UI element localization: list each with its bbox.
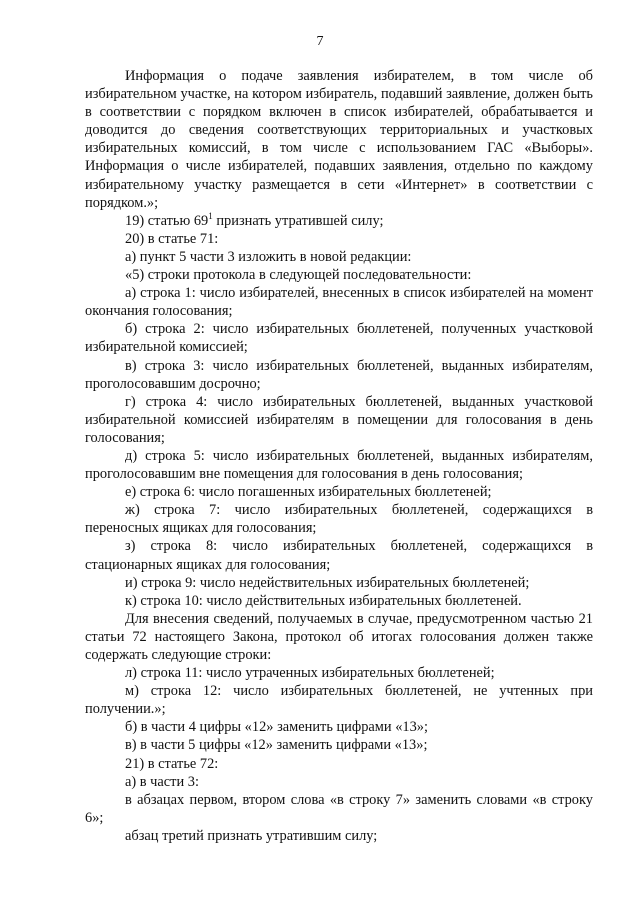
- paragraph-line-4: г) строка 4: число избирательных бюллетеней, выданных участковой избирательной комиссией избирателям в помещении для голосования в день голосования;: [85, 393, 593, 446]
- document-body: [85, 67, 593, 845]
- paragraph-part-3: а) в части 3:: [125, 773, 199, 790]
- paragraph-line-3: в) строка 3: число избирательных бюллетеней, выданных избирателям, проголосовавшим досрочно;: [85, 357, 593, 392]
- paragraph-item-19: [85, 212, 593, 230]
- paragraph-line-8: з) строка 8: число избирательных бюллетеней, содержащихся в стационарных ящиках для голосования;: [85, 538, 593, 573]
- paragraph-replace-words: в абзацах первом, втором слова «в строку 7» заменить словами «в строку 6»;: [85, 791, 593, 826]
- paragraph-info: Информация о подаче заявления избирателем, в том числе об избирательном участке, на котором избиратель, подавший заявление, должен быть в соответствии с порядком включен в список избирателей, обрабатывается и доводится до сведения соответствующих территориальных и участковых избирательных комиссий, в том числе с использованием ГАС «Выборы». Информация о числе избирателей, подавших заявления, отдельно по каждому избирательному участку размещается в сети «Интернет» в соответствии с порядком.»;: [85, 68, 593, 211]
- paragraph-line-7: ж) строка 7: число избирательных бюллетеней, содержащихся в переносных ящиках для голосования;: [85, 502, 593, 537]
- paragraph-item-21: 21) в статье 72:: [125, 755, 219, 772]
- page-number: 7: [316, 34, 324, 49]
- paragraph-line-1: а) строка 1: число избирателей, внесенных в список избирателей на момент окончания голосования;: [85, 285, 593, 320]
- paragraph-protocol-lines: «5) строки протокола в следующей последовательности:: [125, 267, 472, 284]
- paragraph-line-10: к) строка 10: число действительных избирательных бюллетеней.: [125, 592, 522, 609]
- paragraph-third-void: абзац третий признать утратившим силу;: [125, 827, 378, 844]
- paragraph-item-a: а) пункт 5 части 3 изложить в новой редакции:: [125, 248, 412, 265]
- paragraph-line-5: д) строка 5: число избирательных бюллетеней, выданных избирателям, проголосовавшим вне помещения для голосования в день голосования;: [85, 447, 593, 483]
- item19-superscript: 1: [208, 210, 213, 221]
- paragraph-line-9: и) строка 9: число недействительных избирательных бюллетеней;: [125, 574, 530, 591]
- paragraph-line-2: б) строка 2: число избирательных бюллетеней, полученных участковой избирательной комиссией;: [85, 321, 593, 356]
- paragraph-line-6: е) строка 6: число погашенных избирательных бюллетеней;: [125, 484, 492, 501]
- item19-text: 19) статью 69: [125, 212, 209, 229]
- paragraph-part-5: в) в части 5 цифры «12» заменить цифрами «13»;: [125, 737, 428, 754]
- item19-rest: признать утратившей силу;: [212, 212, 384, 229]
- paragraph-item-20: 20) в статье 71:: [125, 230, 219, 247]
- paragraph-line-11: л) строка 11: число утраченных избирательных бюллетеней;: [125, 665, 495, 682]
- paragraph-additional-lines: Для внесения сведений, получаемых в случае, предусмотренном частью 21 статьи 72 настоящего Закона, протокол об итогах голосования должен также содержать следующие строки:: [85, 610, 593, 663]
- paragraph-line-12: м) строка 12: число избирательных бюллетеней, не учтенных при получении.»;: [85, 683, 593, 718]
- paragraph-part-4: б) в части 4 цифры «12» заменить цифрами «13»;: [125, 719, 428, 736]
